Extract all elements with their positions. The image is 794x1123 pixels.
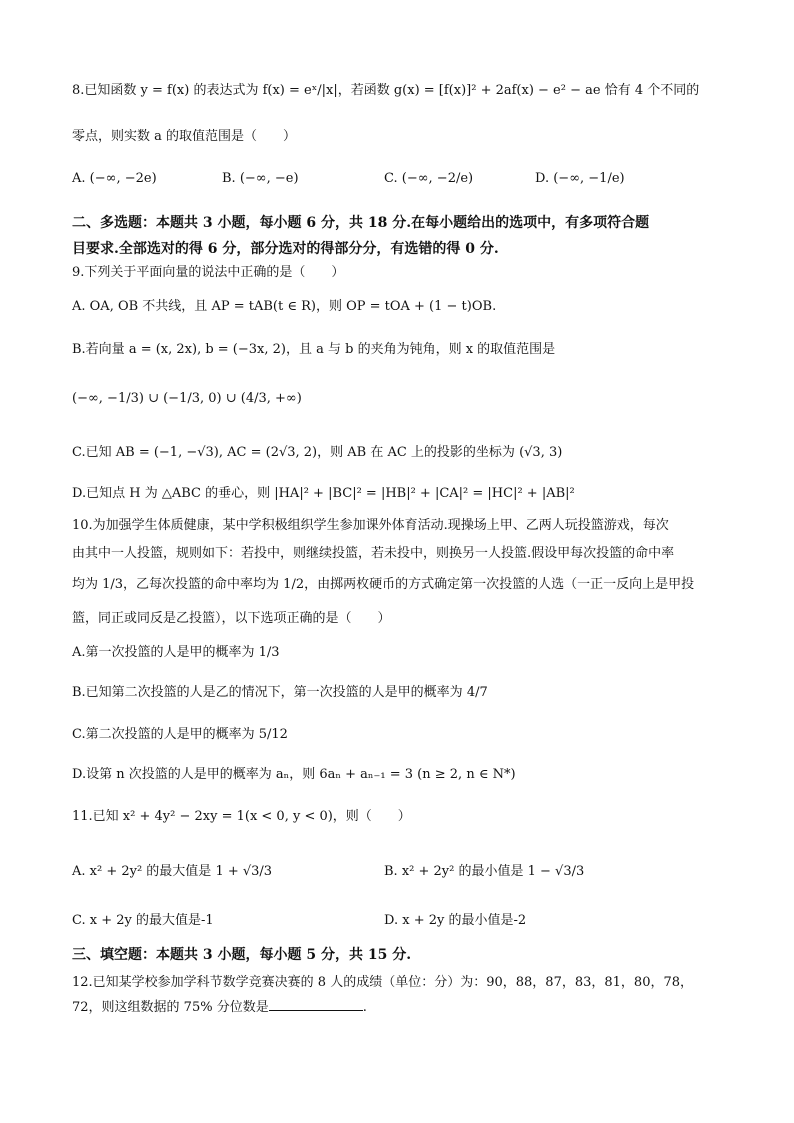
q8-option-d: D. (−∞, −1/e) bbox=[535, 171, 625, 186]
q10-option-b: B.已知第二次投篮的人是乙的情况下，第一次投篮的人是甲的概率为 4/7 bbox=[72, 685, 488, 700]
section-3-heading: 三、填空题：本题共 3 小题，每小题 5 分，共 15 分. bbox=[72, 947, 412, 963]
q9-option-b-line1: B.若向量 a = (x, 2x), b = (−3x, 2)，且 a 与 b 的夹角为钝角，则 x 的取值范围是 bbox=[72, 342, 556, 357]
q10-stem-line3: 均为 1/3，乙每次投篮的命中率均为 1/2，由掷两枚硬币的方式确定第一次投篮的人选（一正一反向上是甲投 bbox=[72, 577, 695, 592]
q9-stem: 9.下列关于平面向量的说法中正确的是（ ） bbox=[72, 265, 345, 280]
q11-option-a: A. x² + 2y² 的最大值是 1 + √3/3 bbox=[72, 864, 273, 879]
q8-option-c: C. (−∞, −2/e) bbox=[384, 171, 474, 186]
q10-option-c: C.第二次投篮的人是甲的概率为 5/12 bbox=[72, 727, 288, 742]
q8-stem-line1: 8.已知函数 y = f(x) 的表达式为 f(x) = eˣ/|x|，若函数 g(x) = [f(x)]² + 2af(x) − e² − ae 恰有 4 个不同的 bbox=[72, 83, 700, 98]
q12-stem-line2 bbox=[72, 998, 367, 1017]
q12-answer-blank[interactable] bbox=[269, 998, 363, 1011]
q12-stem-period: . bbox=[362, 1000, 367, 1015]
q8-stem-line2: 零点，则实数 a 的取值范围是（ ） bbox=[72, 129, 297, 144]
q11-stem: 11.已知 x² + 4y² − 2xy = 1(x < 0, y < 0)，则（ ） bbox=[72, 809, 411, 824]
q10-option-d: D.设第 n 次投篮的人是甲的概率为 aₙ，则 6aₙ + aₙ₋₁ = 3 (n ≥ 2, n ∈ N*) bbox=[72, 767, 516, 782]
q12-stem-text: 72，则这组数据的 75% 分位数是 bbox=[72, 1000, 269, 1015]
q10-stem-line1: 10.为加强学生体质健康，某中学积极组织学生参加课外体育活动.现操场上甲、乙两人玩投篮游戏，每次 bbox=[72, 518, 669, 533]
q11-option-c: C. x + 2y 的最大值是-1 bbox=[72, 913, 214, 928]
section-2-heading-line1: 二、多选题：本题共 3 小题，每小题 6 分，共 18 分.在每小题给出的选项中，有多项符合题 bbox=[72, 215, 650, 231]
q9-option-b-line2: (−∞, −1/3) ∪ (−1/3, 0) ∪ (4/3, +∞) bbox=[72, 391, 302, 406]
q10-stem-line4: 篮，同正或同反是乙投篮），以下选项正确的是（ ） bbox=[72, 611, 391, 626]
q12-stem-line1: 12.已知某学校参加学科节数学竞赛决赛的 8 人的成绩（单位：分）为：90，88，87，83，81，80，78， bbox=[72, 975, 694, 990]
q11-option-b: B. x² + 2y² 的最小值是 1 − √3/3 bbox=[384, 864, 585, 879]
q10-stem-line2: 由其中一人投篮，规则如下：若投中，则继续投篮，若未投中，则换另一人投篮.假设甲每次投篮的命中率 bbox=[72, 546, 675, 561]
q8-option-a: A. (−∞, −2e) bbox=[72, 171, 157, 186]
q9-option-c: C.已知 AB = (−1, −√3), AC = (2√3, 2)，则 AB 在 AC 上的投影的坐标为 (√3, 3) bbox=[72, 445, 563, 460]
q11-option-d: D. x + 2y 的最小值是-2 bbox=[384, 913, 527, 928]
q8-option-b: B. (−∞, −e) bbox=[222, 171, 299, 186]
q9-option-d: D.已知点 H 为 △ABC 的垂心，则 |HA|² + |BC|² = |HB|² + |CA|² = |HC|² + |AB|² bbox=[72, 486, 575, 501]
q10-option-a: A.第一次投篮的人是甲的概率为 1/3 bbox=[72, 645, 280, 660]
section-2-heading-line2: 目要求.全部选对的得 6 分，部分选对的得部分分，有选错的得 0 分. bbox=[72, 241, 499, 257]
q9-option-a: A. OA, OB 不共线，且 AP = tAB(t ∈ R)，则 OP = tOA + (1 − t)OB. bbox=[72, 299, 497, 314]
